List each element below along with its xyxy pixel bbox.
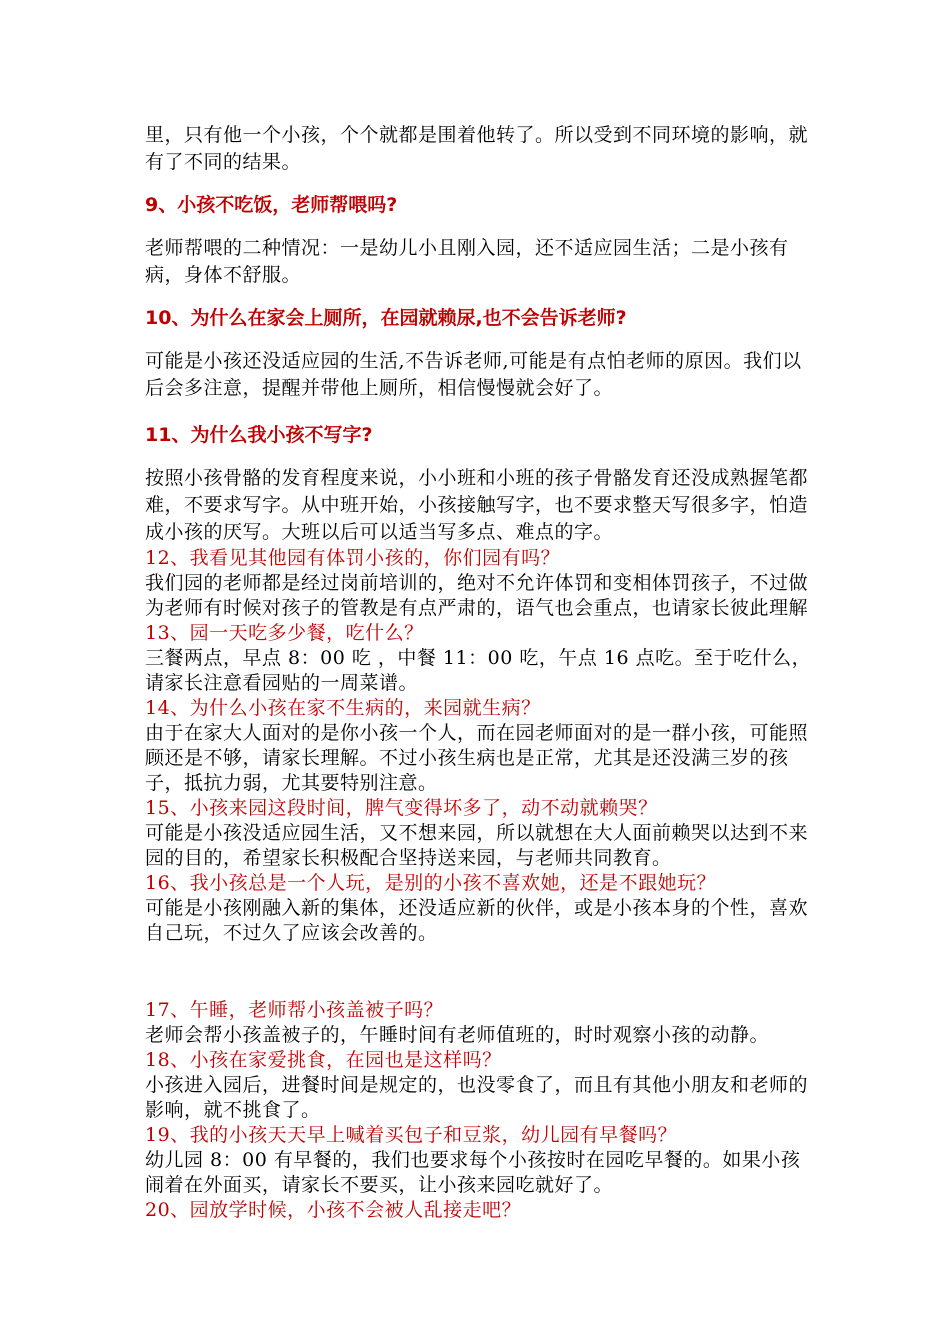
qa-section-12-16 <box>145 546 815 946</box>
answer-11-paragraph: 按照小孩骨骼的发育程度来说，小小班和小班的孩子骨骼发育还没成熟握笔都难，不要求写字。从中班开始，小孩接触写字，也不要求整天写很多字，怕造成小孩的厌写。大班以后可以适当写多点、难点的字。 <box>145 467 809 543</box>
answer-14-paragraph: 由于在家大人面对的是你小孩一个人，而在园老师面对的是一群小孩，可能照顾还是不够，请家长理解。不过小孩生病也是正常，尤其是还没满三岁的孩子，抵抗力弱，尤其要特别注意。 <box>145 722 809 794</box>
question-15-heading: 15、小孩来园这段时间，脾气变得坏多了，动不动就赖哭？ <box>145 797 658 819</box>
intro-paragraph: 里，只有他一个小孩，个个就都是围着他转了。所以受到不同环境的影响，就有了不同的结果。 <box>145 124 809 173</box>
question-14-heading: 14、为什么小孩在家不生病的，来园就生病？ <box>145 697 541 719</box>
question-9-heading: 9、小孩不吃饭，老师帮喂吗? <box>145 194 398 216</box>
answer-18-paragraph: 小孩进入园后，进餐时间是规定的，也没零食了，而且有其他小朋友和老师的影响，就不挑食了。 <box>145 1074 809 1121</box>
question-16-heading: 16、我小孩总是一个人玩，是别的小孩不喜欢她，还是不跟她玩？ <box>145 872 717 894</box>
question-10-heading: 10、为什么在家会上厕所，在园就赖尿,也不会告诉老师? <box>145 307 627 329</box>
answer-16-paragraph: 可能是小孩刚融入新的集体，还没适应新的伙伴，或是小孩本身的个性，喜欢自己玩，不过久了应该会改善的。 <box>145 897 809 944</box>
qa-section-17-20 <box>145 998 815 1223</box>
question-12-heading: 12、我看见其他园有体罚小孩的，你们园有吗？ <box>145 547 561 569</box>
answer-13-paragraph: 三餐两点，早点 8：00 吃 ，中餐 11：00 吃，午点 16 点吃。至于吃什么，请家长注意看园贴的一周菜谱。 <box>145 647 812 694</box>
answer-10-paragraph: 可能是小孩还没适应园的生活,不告诉老师,可能是有点怕老师的原因。我们以后会多注意，提醒并带他上厕所，相信慢慢就会好了。 <box>145 350 802 399</box>
answer-17-paragraph: 老师会帮小孩盖被子的，午睡时间有老师值班的，时时观察小孩的动静。 <box>145 1024 770 1046</box>
question-19-heading: 19、我的小孩天天早上喊着买包子和豆浆，幼儿园有早餐吗？ <box>145 1124 678 1146</box>
question-11-heading: 11、为什么我小孩不写字? <box>145 424 373 446</box>
question-17-heading: 17、午睡，老师帮小孩盖被子吗？ <box>145 999 444 1021</box>
document-page <box>145 122 815 1223</box>
answer-15-paragraph: 可能是小孩没适应园生活，又不想来园，所以就想在大人面前赖哭以达到不来园的目的，希望家长积极配合坚持送来园，与老师共同教育。 <box>145 822 809 869</box>
question-18-heading: 18、小孩在家爱挑食，在园也是这样吗？ <box>145 1049 502 1071</box>
answer-19-paragraph: 幼儿园 8：00 有早餐的，我们也要求每个小孩按时在园吃早餐的。如果小孩闹着在外面买，请家长不要买，让小孩来园吃就好了。 <box>145 1149 801 1196</box>
answer-9-paragraph: 老师帮喂的二种情况：一是幼儿小且刚入园，还不适应园生活；二是小孩有病，身体不舒服。 <box>145 237 789 286</box>
question-13-heading: 13、园一天吃多少餐，吃什么？ <box>145 622 424 644</box>
answer-12-paragraph: 我们园的老师都是经过岗前培训的，绝对不允许体罚和变相体罚孩子，不过做为老师有时候对孩子的管教是有点严肃的，语气也会重点，也请家长彼此理解 <box>145 572 809 619</box>
question-20-heading: 20、园放学时候，小孩不会被人乱接走吧？ <box>145 1199 522 1221</box>
